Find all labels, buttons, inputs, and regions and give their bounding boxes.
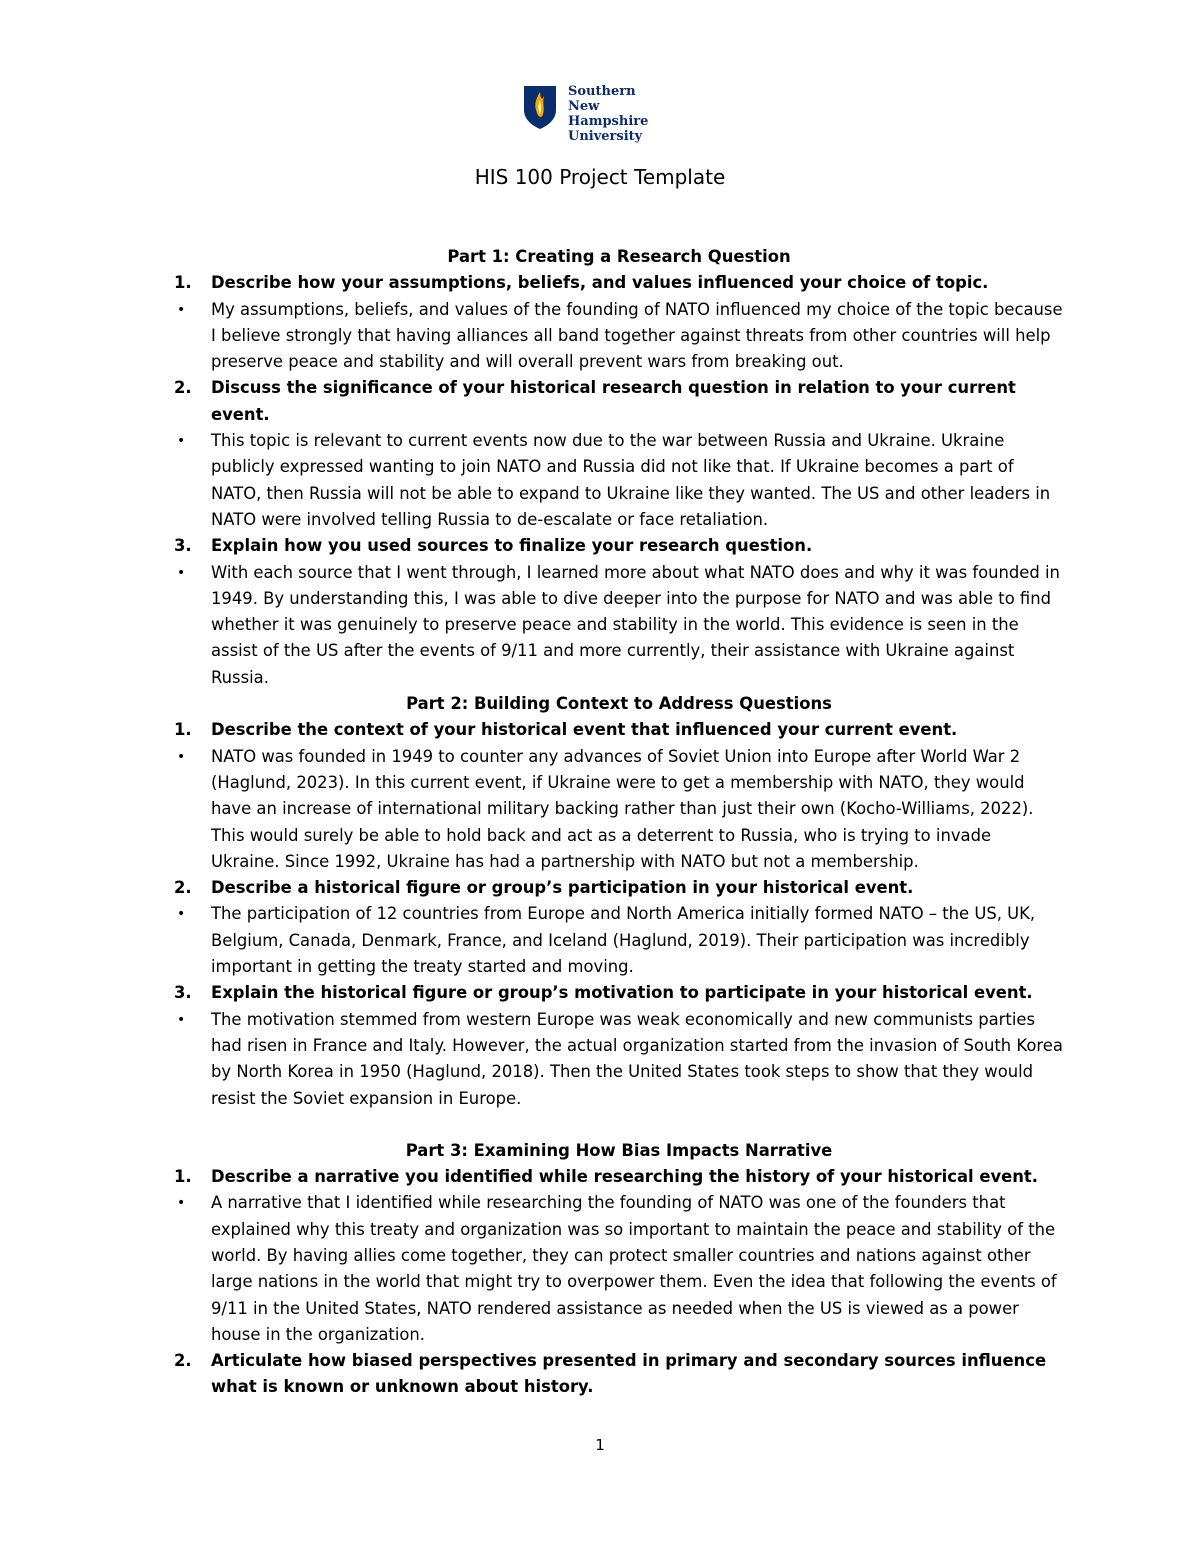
- answer: [174, 901, 1064, 980]
- logo-line-1: Southern: [568, 84, 636, 99]
- bullet-icon: •: [177, 906, 186, 923]
- question: [174, 717, 1064, 743]
- page-number: 1: [595, 1436, 605, 1454]
- question: [174, 375, 1064, 428]
- question-number: 2.: [174, 1351, 192, 1371]
- bullet-icon: •: [177, 1011, 186, 1028]
- answer: [174, 744, 1064, 875]
- answer: [174, 297, 1064, 376]
- answer: [174, 560, 1064, 691]
- answer: [174, 428, 1064, 533]
- question-text: Describe how your assumptions, beliefs, and values influenced your choice of topic.: [211, 273, 989, 293]
- university-logo: [523, 84, 683, 144]
- bullet-icon: •: [177, 1195, 186, 1212]
- answer: [174, 1190, 1064, 1348]
- question-number: 1.: [174, 720, 192, 740]
- part-2-heading: Part 2: Building Context to Address Questions: [406, 694, 832, 714]
- answer-text: With each source that I went through, I learned more about what NATO does and why it was founded in 1949. By understanding this, I was able to dive deeper into the purpose for NATO and was able to find whether it was genuinely to preserve peace and stability in the world. This evidence is seen in the assist of the US after the events of 9/11 and more currently, their assistance with Ukraine against Russia.: [211, 562, 1060, 687]
- bullet-icon: •: [177, 748, 186, 765]
- question: [174, 980, 1064, 1006]
- shield-flame-icon: [523, 84, 557, 130]
- question-text: Describe the context of your historical event that influenced your current event.: [211, 720, 958, 740]
- question: [174, 533, 1064, 559]
- answer-text: The motivation stemmed from western Europe was weak economically and new communists parties had risen in France and Italy. However, the actual organization started from the invasion of South Korea by North Korea in 1950 (Haglund, 2018). Then the United States took steps to show that they would resist the Soviet expansion in Europe.: [211, 1009, 1063, 1108]
- answer-text: My assumptions, beliefs, and values of the founding of NATO influenced my choice of the topic because I believe strongly that having alliances all band together against threats from other countries will help preserve peace and stability and will overall prevent wars from breaking out.: [211, 299, 1063, 372]
- bullet-icon: •: [177, 301, 186, 318]
- answer-text: This topic is relevant to current events now due to the war between Russia and Ukraine. Ukraine publicly expressed wanting to join NATO and Russia did not like that. If Ukraine becomes a part of NATO, then Russia will not be able to expand to Ukraine like they wanted. The US and other leaders in NATO were involved telling Russia to de-escalate or face retaliation.: [211, 431, 1051, 529]
- answer-text: The participation of 12 countries from Europe and North America initially formed NATO – the US, UK, Belgium, Canada, Denmark, France, and Iceland (Haglund, 2019). Their participation was incredibly important in getting the treaty started and moving.: [211, 904, 1036, 977]
- question-number: 1.: [174, 273, 192, 293]
- question-number: 2.: [174, 378, 192, 398]
- question-text: Explain the historical figure or group’s motivation to participate in your historical event.: [211, 983, 1033, 1003]
- question-text: Describe a narrative you identified while researching the history of your historical event.: [211, 1167, 1038, 1187]
- question: [174, 270, 1064, 296]
- logo-line-2: New Hampshire: [568, 99, 649, 129]
- answer: [174, 1007, 1064, 1112]
- question-text: Explain how you used sources to finalize your research question.: [211, 536, 813, 556]
- document-title: HIS 100 Project Template: [474, 165, 726, 189]
- question: [174, 875, 1064, 901]
- question: [174, 1164, 1064, 1190]
- question-number: 1.: [174, 1167, 192, 1187]
- bullet-icon: •: [177, 564, 186, 581]
- part-3-heading: Part 3: Examining How Bias Impacts Narrative: [405, 1140, 833, 1160]
- question-text: Articulate how biased perspectives presented in primary and secondary sources influence what is known or unknown about history.: [211, 1351, 1047, 1397]
- part-1-heading: Part 1: Creating a Research Question: [447, 247, 791, 266]
- document-body: [174, 244, 1064, 1401]
- bullet-icon: •: [177, 433, 186, 450]
- question-text: Discuss the significance of your historical research question in relation to your current event.: [211, 378, 1016, 424]
- answer-text: NATO was founded in 1949 to counter any advances of Soviet Union into Europe after World War 2 (Haglund, 2023). In this current event, if Ukraine were to get a membership with NATO, they would have an increase of international military backing rather than just their own (Kocho-Williams, 2022). This would surely be able to hold back and act as a deterrent to Russia, who is trying to invade Ukraine. Since 1992, Ukraine has had a partnership with NATO but not a membership.: [211, 746, 1034, 871]
- question-number: 3.: [174, 536, 192, 556]
- spacer: [174, 1112, 1064, 1138]
- logo-line-3: University: [568, 129, 643, 144]
- question-number: 2.: [174, 878, 192, 898]
- question-text: Describe a historical figure or group’s participation in your historical event.: [211, 878, 914, 898]
- answer-text: A narrative that I identified while researching the founding of NATO was one of the founders that explained why this treaty and organization was so important to maintain the peace and stability of the world. By having allies come together, they can protect smaller countries and nations against other large nations in the world that might try to overpower them. Even the idea that following the events of 9/11 in the United States, NATO rendered assistance as needed when the US is viewed as a power house in the organization.: [211, 1193, 1057, 1344]
- question-number: 3.: [174, 983, 192, 1003]
- question: [174, 1348, 1064, 1401]
- logo-wordmark: [568, 84, 683, 144]
